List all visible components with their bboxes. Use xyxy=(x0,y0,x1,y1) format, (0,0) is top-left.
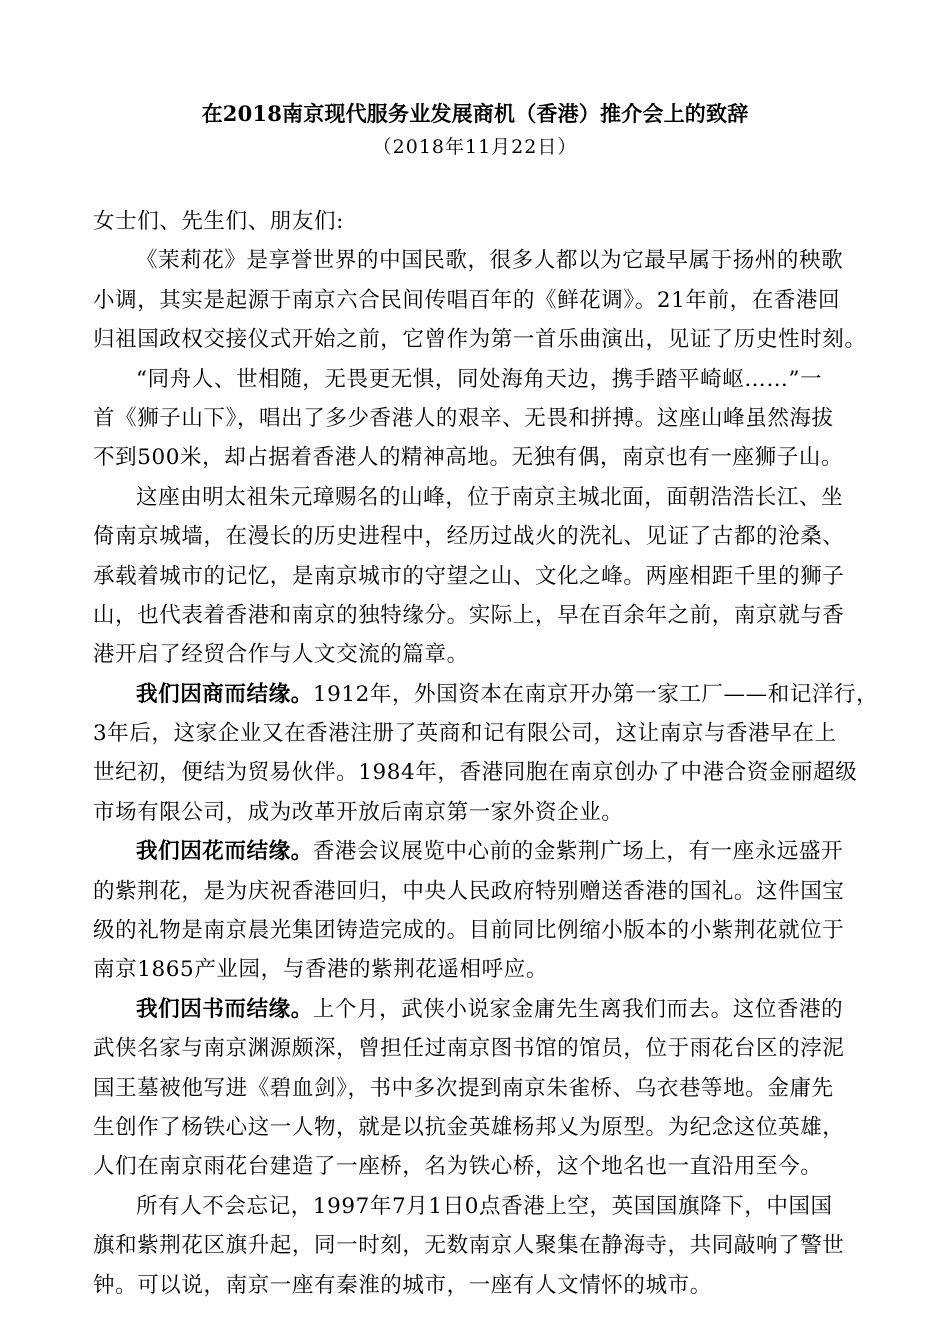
line-text: 山，也代表着香港和南京的独特缘分。实际上，早在百余年之前，南京就与香 xyxy=(93,602,845,628)
paragraph-line xyxy=(93,635,863,674)
salutation-line xyxy=(93,202,863,241)
paragraph-line xyxy=(93,714,863,753)
paragraph-line xyxy=(93,793,863,832)
line-text: 女士们、先生们、朋友们: xyxy=(93,209,344,234)
line-text: 世纪初，便结为贸易伙伴。1984年，香港同胞在南京创办了中港合资金丽超级 xyxy=(93,760,858,786)
paragraph-line xyxy=(93,517,863,556)
paragraph-line xyxy=(93,281,863,320)
line-text: 《茉莉花》是享誉世界的中国民歌，很多人都以为它最早属于扬州的秧歌 xyxy=(136,248,844,274)
line-text: 南京1865产业园，与香港的紫荆花遥相呼应。 xyxy=(93,957,548,983)
paragraph-line xyxy=(93,1187,863,1226)
paragraph-line xyxy=(93,241,863,280)
line-text: 3年后，这家企业又在香港注册了英商和记有限公司，这让南京与香港早在上 xyxy=(93,721,837,747)
line-text: 人们在南京雨花台建造了一座桥，名为铁心桥，这个地名也一直沿用至今。 xyxy=(93,1154,823,1180)
line-text: 的紫荆花，是为庆祝香港回归，中央人民政府特别赠送香港的国礼。这件国宝 xyxy=(93,878,845,904)
paragraph-line xyxy=(93,1029,863,1068)
bold-heading: 我们因商而结缘。 xyxy=(136,681,313,707)
line-text: 上个月，武侠小说家金庸先生离我们而去。这位香港的 xyxy=(312,996,844,1022)
paragraph-line xyxy=(93,1266,863,1305)
line-text: 倚南京城墙，在漫长的历史进程中，经历过战火的洗礼、见证了古都的沧桑、 xyxy=(93,524,845,550)
line-text: 国王墓被他写进《碧血剑》，书中多次提到南京朱雀桥、乌衣巷等地。金庸先 xyxy=(93,1075,834,1101)
document-title: 在2018南京现代服务业发展商机（香港）推介会上的致辞 xyxy=(201,101,749,126)
line-text: 所有人不会忘记，1997年7月1日0点香港上空，英国国旗降下，中国国 xyxy=(136,1193,833,1219)
line-text: 港开启了经贸合作与人文交流的篇章。 xyxy=(93,642,469,668)
paragraph-line xyxy=(93,911,863,950)
line-text: 归祖国政权交接仪式开始之前，它曾作为第一首乐曲演出，见证了历史性时刻。 xyxy=(93,327,867,353)
paragraph-line xyxy=(93,320,867,359)
paragraph-line xyxy=(93,950,863,989)
line-text: 级的礼物是南京晨光集团铸造完成的。目前同比例缩小版本的小紫荆花就位于 xyxy=(93,918,845,944)
bold-heading: 我们因花而结缘。 xyxy=(136,839,313,865)
paragraph-line xyxy=(93,675,879,714)
line-text: 生创作了杨铁心这一人物，就是以抗金英雄杨邦乂为原型。为纪念这位英雄， xyxy=(93,1114,845,1140)
paragraph-line xyxy=(93,990,863,1029)
paragraph-line xyxy=(93,438,863,477)
bold-heading: 我们因书而结缘。 xyxy=(136,996,313,1022)
line-text: 这座由明太祖朱元璋赐名的山峰，位于南京主城北面，面朝浩浩长江、坐 xyxy=(136,484,844,510)
line-text: 小调，其实是起源于南京六合民间传唱百年的《鲜花调》。21年前，在香港回 xyxy=(93,287,841,313)
line-text: 1912年，外国资本在南京开办第一家工厂——和记洋行， xyxy=(312,681,879,707)
line-text: 首《狮子山下》，唱出了多少香港人的艰辛、无畏和拼搏。这座山峰虽然海拔 xyxy=(93,405,834,431)
paragraph-line xyxy=(93,872,863,911)
paragraph-line xyxy=(93,832,863,871)
paragraph-line xyxy=(93,753,863,792)
paragraph-line xyxy=(93,596,863,635)
line-text: 市场有限公司，成为改革开放后南京第一家外资企业。 xyxy=(93,799,624,825)
line-text: 香港会议展览中心前的金紫荆广场上，有一座永远盛开 xyxy=(312,839,844,865)
paragraph-line xyxy=(93,1226,863,1265)
document-body xyxy=(93,202,879,1305)
line-text: 不到500米，却占据着香港人的精神高地。无独有偶，南京也有一座狮子山。 xyxy=(93,445,844,471)
line-text: “同舟人、世相随，无畏更无惧，同处海角天边，携手踏平崎岖……”一 xyxy=(136,366,823,392)
line-text: 武侠名家与南京渊源颇深，曾担任过南京图书馆的馆员，位于雨花台区的浡泥 xyxy=(93,1036,845,1062)
line-text: 旗和紫荆花区旗升起，同一时刻，无数南京人聚集在静海寺，共同敲响了警世 xyxy=(93,1233,845,1259)
line-text: 钟。可以说，南京一座有秦淮的城市，一座有人文情怀的城市。 xyxy=(93,1272,712,1298)
paragraph-line xyxy=(93,1147,863,1186)
document-date: （2018年11月22日） xyxy=(372,136,578,158)
paragraph-line xyxy=(93,360,863,399)
paragraph-line xyxy=(93,478,863,517)
paragraph-line xyxy=(93,557,863,596)
paragraph-line xyxy=(93,1108,863,1147)
line-text: 承载着城市的记忆，是南京城市的守望之山、文化之峰。两座相距千里的狮子 xyxy=(93,563,845,589)
paragraph-line xyxy=(93,1069,863,1108)
paragraph-line xyxy=(93,399,863,438)
